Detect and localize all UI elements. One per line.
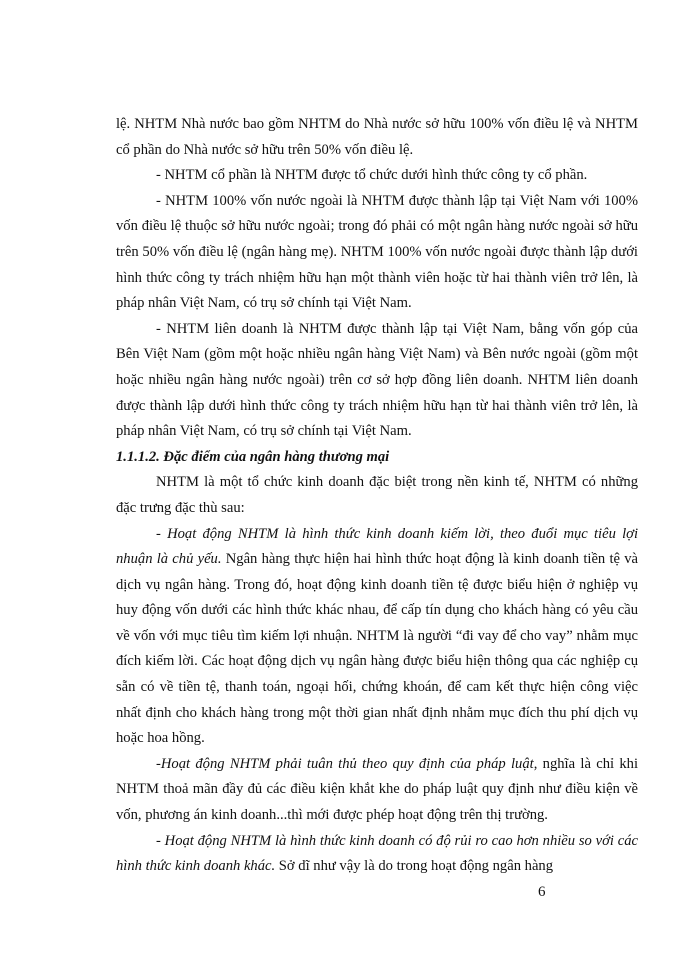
text-legal: , nghĩa là chỉ khi NHTM thoả mãn đầy đủ các điều kiện khắt khe do pháp luật quy định như điều kiện về vốn, phương án kinh doanh...thì mới được phép hoạt động trên thị trường.	[116, 755, 638, 824]
emphasis-risk: - Hoạt động NHTM là hình thức kinh doanh có độ rủi ro cao hơn nhiều so với các hình thức kinh doanh khác.	[116, 832, 638, 875]
text-risk: Sở dĩ như vậy là do trong hoạt động ngân hàng	[275, 858, 554, 875]
paragraph-profit-characteristic	[116, 522, 638, 752]
page-number: 6	[538, 884, 546, 900]
paragraph-characteristics-intro: NHTM là một tổ chức kinh doanh đặc biệt trong nền kinh tế, NHTM có những đặc trưng đặc thù sau:	[116, 474, 638, 516]
page-body	[116, 112, 638, 880]
emphasis-profit: - Hoạt động NHTM là hình thức kinh doanh kiếm lời, theo đuổi mục tiêu lợi nhuận là chủ yếu.	[116, 525, 638, 568]
paragraph-legal-compliance	[116, 752, 638, 829]
paragraph-high-risk	[116, 829, 638, 880]
text-profit: Ngân hàng thực hiện hai hình thức hoạt động là kinh doanh tiền tệ và dịch vụ ngân hàng. Trong đó, hoạt động kinh doanh tiền tệ được biểu hiện ở nghiệp vụ huy động vốn dưới các hình thức khác nhau, để cấp tín dụng cho khách hàng có yêu cầu về vốn với mục tiêu tìm kiếm lợi nhuận. NHTM là người “đi vay để cho vay” nhằm mục đích kiếm lời. Các hoạt động dịch vụ ngân hàng được biểu hiện thông qua các nghiệp cụ sẵn có về tiền tệ, thanh toán, ngoại hối, chứng khoán, để cam kết thực hiện công việc nhất định cho khách hàng trong một thời gian nhất định nhằm mục đích thu phí dịch vụ hoặc hoa hồng.	[116, 551, 638, 747]
section-heading: 1.1.1.2. Đặc điểm của ngân hàng thương mại	[116, 448, 390, 465]
emphasis-legal: -Hoạt động NHTM phải tuân thủ theo quy định của pháp luật	[156, 755, 534, 772]
paragraph-joint-stock-banks: - NHTM cổ phần là NHTM được tổ chức dưới hình thức công ty cổ phần.	[156, 167, 588, 184]
paragraph-state-owned-banks: lệ. NHTM Nhà nước bao gồm NHTM do Nhà nước sở hữu 100% vốn điều lệ và NHTM cổ phần do Nhà nước sở hữu trên 50% vốn điều lệ.	[116, 116, 638, 158]
paragraph-foreign-owned-banks: - NHTM 100% vốn nước ngoài là NHTM được thành lập tại Việt Nam với 100% vốn điều lệ thuộc sở hữu nước ngoài; trong đó phải có một ngân hàng nước ngoài sở hữu trên 50% vốn điều lệ (ngân hàng mẹ). NHTM 100% vốn nước ngoài được thành lập dưới hình thức công ty trách nhiệm hữu hạn một thành viên hoặc từ hai thành viên trở lên, là pháp nhân Việt Nam, có trụ sở chính tại Việt Nam.	[116, 192, 638, 312]
paragraph-joint-venture-banks: - NHTM liên doanh là NHTM được thành lập tại Việt Nam, bằng vốn góp của Bên Việt Nam (gồm một hoặc nhiều ngân hàng Việt Nam) và Bên nước ngoài (gồm một hoặc nhiều ngân hàng nước ngoài) trên cơ sở hợp đồng liên doanh. NHTM liên doanh được thành lập dưới hình thức công ty trách nhiệm hữu hạn từ hai thành viên trở lên, là pháp nhân Việt Nam, có trụ sở chính tại Việt Nam.	[116, 320, 638, 440]
